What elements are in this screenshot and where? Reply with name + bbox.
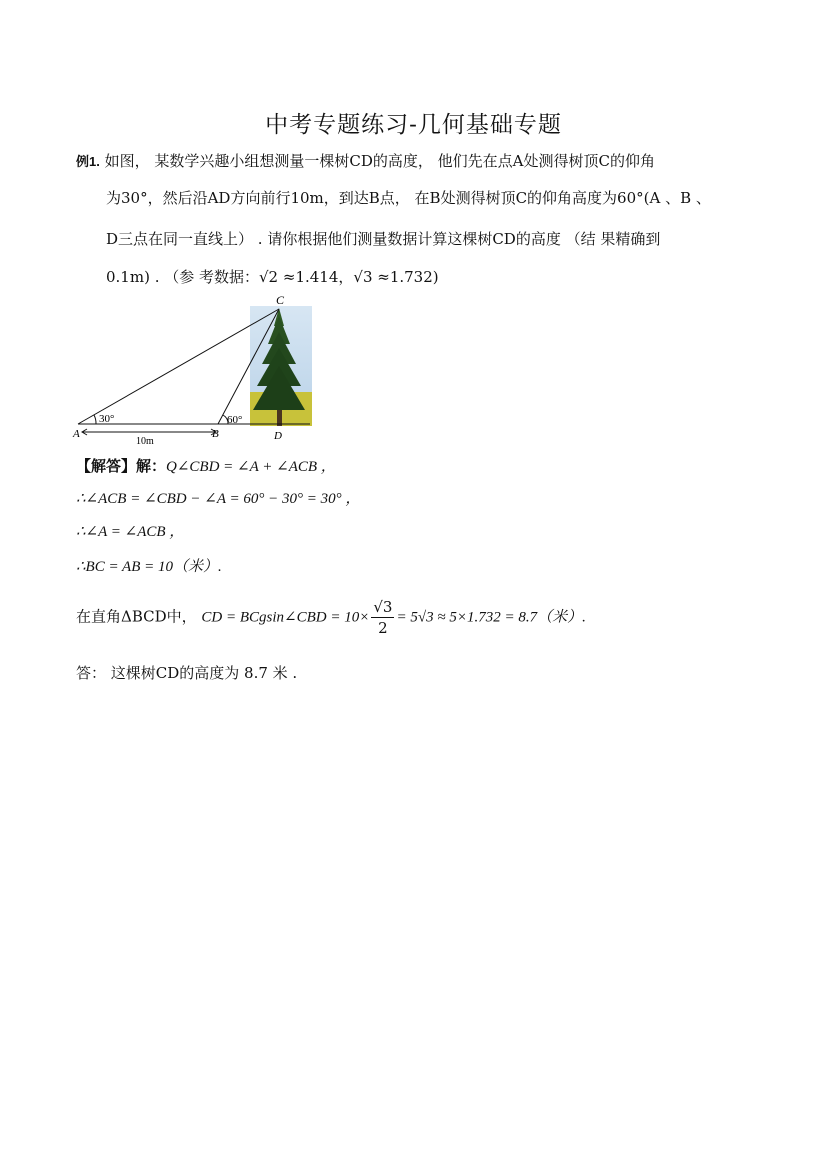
sqrt3-over-2-fraction (371, 597, 394, 638)
angle-arc-a (94, 415, 96, 424)
point-c-label: C (276, 293, 285, 307)
solution-step-2: ∴∠ACB = ∠CBD − ∠A = 60° − 30° = 30° ， (76, 491, 361, 507)
point-b-label: B (212, 428, 219, 440)
problem-text-1: 如图， 某数学兴趣小组想测量一棵树CD的高度， 他们先在点A处测得树顶C的仰角 (104, 152, 655, 170)
angle-a-label: 30° (99, 413, 115, 425)
solution-line-5 (76, 597, 586, 638)
fraction-numerator: √3 (373, 598, 393, 616)
geometry-figure (70, 292, 330, 452)
problem-line-2: 为30°，然后沿AD方向前行10m，到达B点， 在B处测得树顶C的仰角高度为60°(A 、B 、 (106, 189, 711, 207)
distance-label: 10m (136, 436, 154, 447)
solution-step-4: ∴BC = AB = 10（米）. (76, 559, 222, 575)
solution-head: 【解答】解： (76, 457, 167, 475)
solution-step-5-rhs: = 5√3 ≈ 5×1.732 = 8.7（米）. (396, 609, 586, 626)
problem-line-3: D三点在同一直线上） . 请你根据他们测量数据计算这棵树CD的高度 （结 果精确到 (106, 230, 661, 248)
solution-line-1 (76, 455, 336, 476)
angle-b-label: 60° (227, 414, 243, 426)
solution-step-5-prefix: 在直角ΔBCD中， (76, 607, 197, 626)
final-answer: 答： 这棵树CD的高度为 8.7 米 . (76, 664, 298, 682)
solution-step-1: Q∠CBD = ∠A + ∠ACB ， (166, 459, 336, 475)
point-d-label: D (274, 430, 282, 442)
fraction-denominator: 2 (378, 619, 388, 637)
problem-line-1 (76, 150, 655, 171)
problem-line-4: 0.1m) . （参 考数据：√2 ≈1.414，√3 ≈1.732) (106, 268, 439, 286)
solution-step-3: ∴∠A = ∠ACB ， (76, 524, 185, 540)
problem-label: 例1. (76, 154, 100, 169)
point-a-label: A (73, 428, 80, 440)
solution-step-5-lhs: CD = BCgsin∠CBD = 10× (201, 609, 370, 626)
page-title: 中考专题练习-几何基础专题 (265, 112, 562, 138)
